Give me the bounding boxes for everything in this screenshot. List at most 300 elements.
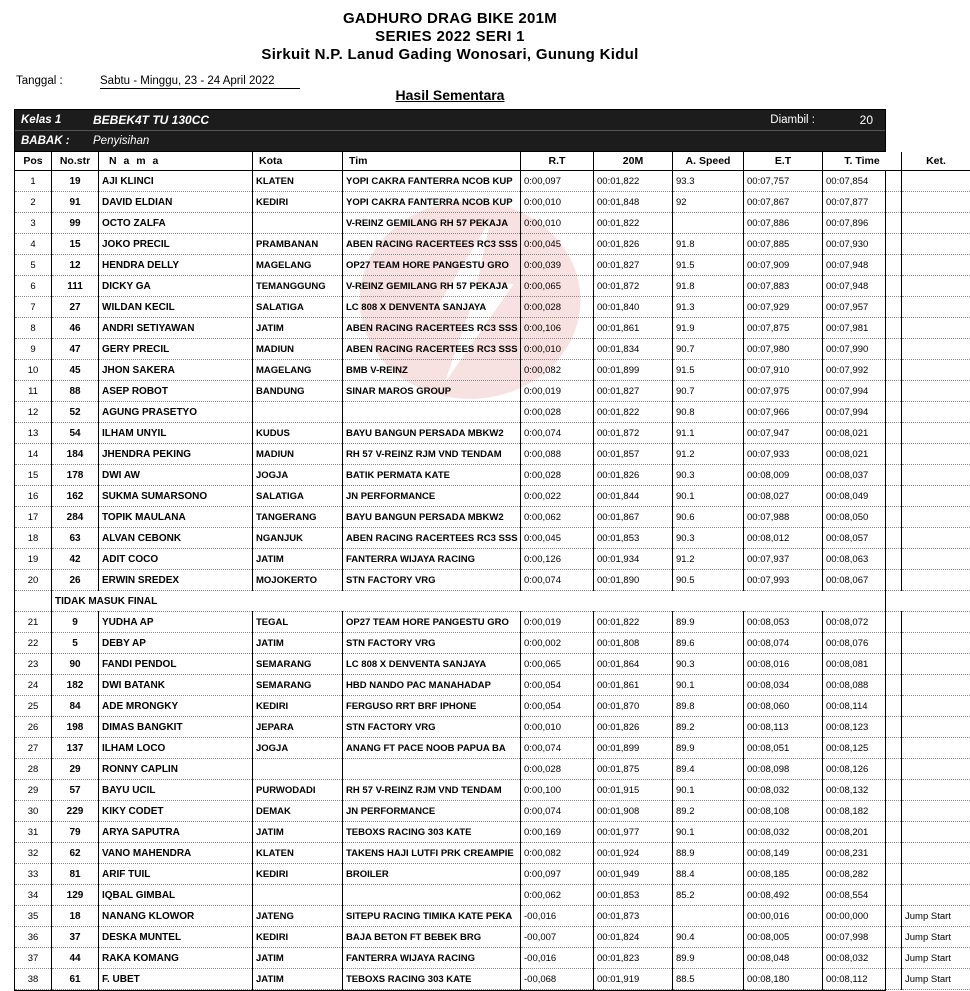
row-ket: Jump Start <box>902 948 970 969</box>
table-row[interactable] <box>15 549 970 570</box>
table-row[interactable] <box>15 612 970 633</box>
row-number: 79 <box>52 822 99 843</box>
row-ttime: 00:07,896 <box>823 213 902 234</box>
row-name: ADE MRONGKY <box>99 696 253 717</box>
row-rt: 0:00,022 <box>521 486 594 507</box>
row-aspeed: 85.2 <box>673 885 744 906</box>
table-row[interactable] <box>15 192 970 213</box>
row-name: AJI KLINCI <box>99 171 253 192</box>
row-name: DEBY AP <box>99 633 253 654</box>
row-ttime: 00:08,201 <box>823 822 902 843</box>
row-ket <box>902 843 970 864</box>
class-banner-row <box>15 110 885 130</box>
row-ttime: 00:08,067 <box>823 570 902 591</box>
row-et: 00:07,988 <box>744 507 823 528</box>
row-ttime: 00:07,981 <box>823 318 902 339</box>
row-aspeed: 89.9 <box>673 612 744 633</box>
row-pos: 11 <box>15 381 52 402</box>
table-row[interactable] <box>15 486 970 507</box>
row-pos: 24 <box>15 675 52 696</box>
row-pos: 8 <box>15 318 52 339</box>
table-row[interactable] <box>15 927 970 948</box>
row-ket <box>902 780 970 801</box>
row-number: 47 <box>52 339 99 360</box>
row-rt: 0:00,082 <box>521 360 594 381</box>
row-rt: 0:00,045 <box>521 528 594 549</box>
table-row[interactable] <box>15 465 970 486</box>
row-team: HBD NANDO PAC MANAHADAP <box>343 675 521 696</box>
table-row[interactable] <box>15 885 970 906</box>
row-team: STN FACTORY VRG <box>343 570 521 591</box>
table-row[interactable] <box>15 507 970 528</box>
row-team: BROILER <box>343 864 521 885</box>
results-table-wrapper <box>14 152 886 991</box>
row-et: 00:08,185 <box>744 864 823 885</box>
row-team: SINAR MAROS GROUP <box>343 381 521 402</box>
row-et: 00:07,975 <box>744 381 823 402</box>
row-city: JOGJA <box>253 738 343 759</box>
row-aspeed: 91.1 <box>673 423 744 444</box>
row-aspeed: 90.6 <box>673 507 744 528</box>
row-name: VANO MAHENDRA <box>99 843 253 864</box>
row-ttime: 00:07,930 <box>823 234 902 255</box>
row-city: MAGELANG <box>253 360 343 381</box>
row-city: KLATEN <box>253 843 343 864</box>
row-number: 81 <box>52 864 99 885</box>
row-team: LC 808 X DENVENTA SANJAYA <box>343 297 521 318</box>
row-ket <box>902 864 970 885</box>
row-team: STN FACTORY VRG <box>343 717 521 738</box>
col-et: E.T <box>744 152 823 171</box>
row-et: 00:08,048 <box>744 948 823 969</box>
row-et: 00:07,947 <box>744 423 823 444</box>
table-row[interactable] <box>15 255 970 276</box>
row-rt: 0:00,074 <box>521 570 594 591</box>
row-pos: 19 <box>15 549 52 570</box>
row-aspeed: 90.5 <box>673 570 744 591</box>
row-number: 84 <box>52 696 99 717</box>
row-name: WILDAN KECIL <box>99 297 253 318</box>
row-20m: 00:01,873 <box>594 906 673 927</box>
table-row[interactable] <box>15 948 970 969</box>
row-name: SUKMA SUMARSONO <box>99 486 253 507</box>
row-et: 00:07,929 <box>744 297 823 318</box>
table-row[interactable] <box>15 297 970 318</box>
table-row[interactable] <box>15 675 970 696</box>
row-aspeed: 90.7 <box>673 381 744 402</box>
row-name: OCTO ZALFA <box>99 213 253 234</box>
row-20m: 00:01,872 <box>594 423 673 444</box>
row-number: 5 <box>52 633 99 654</box>
row-et: 00:08,060 <box>744 696 823 717</box>
row-ket <box>902 801 970 822</box>
row-rt: 0:00,065 <box>521 276 594 297</box>
row-city: SALATIGA <box>253 486 343 507</box>
row-name: DWI AW <box>99 465 253 486</box>
row-aspeed: 89.8 <box>673 696 744 717</box>
row-city: SEMARANG <box>253 654 343 675</box>
row-pos: 33 <box>15 864 52 885</box>
round-banner-row <box>15 130 885 151</box>
row-aspeed: 90.8 <box>673 402 744 423</box>
row-ttime: 00:00,000 <box>823 906 902 927</box>
row-number: 37 <box>52 927 99 948</box>
table-row[interactable] <box>15 423 970 444</box>
row-number: 99 <box>52 213 99 234</box>
row-et: 00:00,016 <box>744 906 823 927</box>
row-pos: 6 <box>15 276 52 297</box>
row-name: ARYA SAPUTRA <box>99 822 253 843</box>
row-name: ANDRI SETIYAWAN <box>99 318 253 339</box>
row-name: ERWIN SREDEX <box>99 570 253 591</box>
row-team: RH 57 V-REINZ RJM VND TENDAM <box>343 780 521 801</box>
results-table-head <box>15 152 970 171</box>
row-ttime: 00:08,072 <box>823 612 902 633</box>
row-20m: 00:01,808 <box>594 633 673 654</box>
row-aspeed: 91.8 <box>673 276 744 297</box>
row-team: ABEN RACING RACERTEES RC3 SSS <box>343 339 521 360</box>
row-aspeed: 90.3 <box>673 654 744 675</box>
row-20m: 00:01,824 <box>594 927 673 948</box>
row-20m: 00:01,827 <box>594 255 673 276</box>
taken-value: 20 <box>837 113 879 127</box>
row-city: TEMANGGUNG <box>253 276 343 297</box>
table-row[interactable] <box>15 654 970 675</box>
col-no: No.str <box>52 152 99 171</box>
row-city: KEDIRI <box>253 927 343 948</box>
row-20m: 00:01,823 <box>594 948 673 969</box>
row-pos: 7 <box>15 297 52 318</box>
row-number: 111 <box>52 276 99 297</box>
row-team: FANTERRA WIJAYA RACING <box>343 948 521 969</box>
row-pos: 35 <box>15 906 52 927</box>
round-label: BABAK : <box>21 135 93 147</box>
taken-label: Diambil : <box>770 114 837 126</box>
table-header-row <box>15 152 970 171</box>
row-city: MADIUN <box>253 339 343 360</box>
row-rt: 0:00,010 <box>521 192 594 213</box>
row-number: 45 <box>52 360 99 381</box>
table-row[interactable] <box>15 570 970 591</box>
row-et: 00:07,757 <box>744 171 823 192</box>
row-team: ABEN RACING RACERTEES RC3 SSS <box>343 528 521 549</box>
table-row[interactable] <box>15 633 970 654</box>
row-pos: 31 <box>15 822 52 843</box>
row-rt: 0:00,039 <box>521 255 594 276</box>
row-team: TEBOXS RACING 303 KATE <box>343 822 521 843</box>
row-ket <box>902 885 970 906</box>
table-row[interactable] <box>15 360 970 381</box>
row-team: RH 57 V-REINZ RJM VND TENDAM <box>343 444 521 465</box>
row-rt: 0:00,028 <box>521 465 594 486</box>
row-aspeed: 90.3 <box>673 465 744 486</box>
row-number: 129 <box>52 885 99 906</box>
row-aspeed: 91.3 <box>673 297 744 318</box>
row-ttime: 00:08,123 <box>823 717 902 738</box>
row-city: JEPARA <box>253 717 343 738</box>
row-name: DIMAS BANGKIT <box>99 717 253 738</box>
row-pos: 22 <box>15 633 52 654</box>
row-et: 00:07,883 <box>744 276 823 297</box>
table-row[interactable] <box>15 339 970 360</box>
row-20m: 00:01,908 <box>594 801 673 822</box>
row-20m: 00:01,826 <box>594 234 673 255</box>
row-ttime: 00:08,231 <box>823 843 902 864</box>
row-aspeed <box>673 906 744 927</box>
row-ket <box>902 675 970 696</box>
row-ket <box>902 276 970 297</box>
row-city: JATIM <box>253 948 343 969</box>
row-aspeed: 91.5 <box>673 360 744 381</box>
row-team <box>343 885 521 906</box>
row-20m: 00:01,899 <box>594 360 673 381</box>
row-city: MADIUN <box>253 444 343 465</box>
row-number: 29 <box>52 759 99 780</box>
row-ttime: 00:08,050 <box>823 507 902 528</box>
row-ttime: 00:08,081 <box>823 654 902 675</box>
row-city <box>253 213 343 234</box>
table-row[interactable] <box>15 276 970 297</box>
table-row[interactable] <box>15 318 970 339</box>
col-ket: Ket. <box>902 152 970 171</box>
table-row[interactable] <box>15 864 970 885</box>
row-aspeed: 89.2 <box>673 801 744 822</box>
row-et: 00:07,937 <box>744 549 823 570</box>
row-city: KEDIRI <box>253 696 343 717</box>
row-aspeed: 90.1 <box>673 675 744 696</box>
table-row[interactable] <box>15 381 970 402</box>
row-team: JN PERFORMANCE <box>343 486 521 507</box>
row-name: KIKY CODET <box>99 801 253 822</box>
row-rt: -00,068 <box>521 969 594 990</box>
row-rt: 0:00,028 <box>521 759 594 780</box>
row-team: TEBOXS RACING 303 KATE <box>343 969 521 990</box>
row-ttime: 00:07,994 <box>823 381 902 402</box>
round-value: Penyisihan <box>93 135 149 147</box>
row-aspeed <box>673 213 744 234</box>
row-20m: 00:01,848 <box>594 192 673 213</box>
table-row[interactable] <box>15 843 970 864</box>
row-rt: 0:00,065 <box>521 654 594 675</box>
row-rt: 0:00,010 <box>521 717 594 738</box>
row-rt: 0:00,074 <box>521 801 594 822</box>
row-rt: 0:00,097 <box>521 171 594 192</box>
table-row[interactable] <box>15 759 970 780</box>
row-ket <box>902 654 970 675</box>
row-name: ADIT COCO <box>99 549 253 570</box>
row-city: JATIM <box>253 549 343 570</box>
row-ttime: 00:07,994 <box>823 402 902 423</box>
table-row[interactable] <box>15 906 970 927</box>
table-row[interactable] <box>15 780 970 801</box>
row-aspeed: 91.8 <box>673 234 744 255</box>
row-ttime: 00:07,948 <box>823 276 902 297</box>
row-city: TANGERANG <box>253 507 343 528</box>
row-ttime: 00:08,125 <box>823 738 902 759</box>
table-row[interactable] <box>15 528 970 549</box>
table-row[interactable] <box>15 717 970 738</box>
row-aspeed: 89.9 <box>673 738 744 759</box>
row-number: 12 <box>52 255 99 276</box>
date-value: Sabtu - Minggu, 23 - 24 April 2022 <box>100 75 300 89</box>
row-ket <box>902 717 970 738</box>
row-ttime: 00:08,021 <box>823 444 902 465</box>
row-pos: 23 <box>15 654 52 675</box>
table-row[interactable] <box>15 402 970 423</box>
row-ttime: 00:07,877 <box>823 192 902 213</box>
row-number: 88 <box>52 381 99 402</box>
row-name: BAYU UCIL <box>99 780 253 801</box>
row-pos: 9 <box>15 339 52 360</box>
row-ttime: 00:08,076 <box>823 633 902 654</box>
row-ttime: 00:08,114 <box>823 696 902 717</box>
row-name: DESKA MUNTEL <box>99 927 253 948</box>
row-ttime: 00:08,057 <box>823 528 902 549</box>
row-ket <box>902 444 970 465</box>
row-et: 00:08,053 <box>744 612 823 633</box>
row-rt: 0:00,062 <box>521 885 594 906</box>
row-et: 00:08,027 <box>744 486 823 507</box>
row-city <box>253 402 343 423</box>
section-divider-row <box>15 591 970 612</box>
row-city: DEMAK <box>253 801 343 822</box>
row-rt: 0:00,002 <box>521 633 594 654</box>
table-row[interactable] <box>15 822 970 843</box>
row-name: GERY PRECIL <box>99 339 253 360</box>
class-name: BEBEK4T TU 130CC <box>93 113 209 127</box>
row-20m: 00:01,853 <box>594 885 673 906</box>
row-20m: 00:01,834 <box>594 339 673 360</box>
row-ket <box>902 318 970 339</box>
row-ttime: 00:08,032 <box>823 948 902 969</box>
row-name: FANDI PENDOL <box>99 654 253 675</box>
row-ket <box>902 696 970 717</box>
row-aspeed: 88.9 <box>673 843 744 864</box>
row-20m: 00:01,890 <box>594 570 673 591</box>
row-rt: 0:00,126 <box>521 549 594 570</box>
row-rt: 0:00,088 <box>521 444 594 465</box>
row-number: 90 <box>52 654 99 675</box>
row-20m: 00:01,822 <box>594 213 673 234</box>
row-rt: -00,016 <box>521 906 594 927</box>
row-pos: 17 <box>15 507 52 528</box>
row-team <box>343 402 521 423</box>
table-row[interactable] <box>15 738 970 759</box>
row-et: 00:08,051 <box>744 738 823 759</box>
row-ket <box>902 171 970 192</box>
row-20m: 00:01,867 <box>594 507 673 528</box>
row-20m: 00:01,857 <box>594 444 673 465</box>
row-number: 91 <box>52 192 99 213</box>
row-team: ANANG FT PACE NOOB PAPUA BA <box>343 738 521 759</box>
row-name: JHON SAKERA <box>99 360 253 381</box>
row-et: 00:08,098 <box>744 759 823 780</box>
row-aspeed: 93.3 <box>673 171 744 192</box>
row-ket <box>902 213 970 234</box>
row-pos: 30 <box>15 801 52 822</box>
row-rt: 0:00,062 <box>521 507 594 528</box>
row-city: PURWODADI <box>253 780 343 801</box>
table-row[interactable] <box>15 696 970 717</box>
row-aspeed: 88.4 <box>673 864 744 885</box>
col-aspeed: A. Speed <box>673 152 744 171</box>
row-aspeed: 90.1 <box>673 486 744 507</box>
table-row[interactable] <box>15 171 970 192</box>
table-row[interactable] <box>15 801 970 822</box>
row-pos: 16 <box>15 486 52 507</box>
row-rt: 0:00,010 <box>521 339 594 360</box>
row-20m: 00:01,872 <box>594 276 673 297</box>
row-city: PRAMBANAN <box>253 234 343 255</box>
row-name: HENDRA DELLY <box>99 255 253 276</box>
row-ket <box>902 738 970 759</box>
row-number: 182 <box>52 675 99 696</box>
row-20m: 00:01,977 <box>594 822 673 843</box>
row-pos: 15 <box>15 465 52 486</box>
row-number: 15 <box>52 234 99 255</box>
table-row[interactable] <box>15 213 970 234</box>
row-pos: 18 <box>15 528 52 549</box>
row-team: FERGUSO RRT BRF IPHONE <box>343 696 521 717</box>
row-team: BAYU BANGUN PERSADA MBKW2 <box>343 507 521 528</box>
row-number: 42 <box>52 549 99 570</box>
row-ket <box>902 570 970 591</box>
row-team: SITEPU RACING TIMIKA KATE PEKA <box>343 906 521 927</box>
row-20m: 00:01,822 <box>594 171 673 192</box>
row-name: F. UBET <box>99 969 253 990</box>
row-number: 63 <box>52 528 99 549</box>
table-row[interactable] <box>15 234 970 255</box>
row-20m: 00:01,934 <box>594 549 673 570</box>
row-pos: 21 <box>15 612 52 633</box>
row-number: 178 <box>52 465 99 486</box>
row-ket <box>902 633 970 654</box>
row-ket: Jump Start <box>902 927 970 948</box>
row-20m: 00:01,861 <box>594 675 673 696</box>
row-20m: 00:01,844 <box>594 486 673 507</box>
row-20m: 00:01,822 <box>594 612 673 633</box>
row-ket <box>902 465 970 486</box>
row-city: JATIM <box>253 318 343 339</box>
row-name: JOKO PRECIL <box>99 234 253 255</box>
row-et: 00:08,108 <box>744 801 823 822</box>
section-pos-cell <box>15 591 52 612</box>
row-city: KEDIRI <box>253 864 343 885</box>
row-ttime: 00:07,990 <box>823 339 902 360</box>
row-20m: 00:01,861 <box>594 318 673 339</box>
row-20m: 00:01,915 <box>594 780 673 801</box>
row-name: RAKA KOMANG <box>99 948 253 969</box>
row-et: 00:07,875 <box>744 318 823 339</box>
table-row[interactable] <box>15 969 970 990</box>
row-ttime: 00:07,957 <box>823 297 902 318</box>
date-label: Tanggal : <box>16 75 63 87</box>
row-ttime: 00:08,126 <box>823 759 902 780</box>
row-city: MOJOKERTO <box>253 570 343 591</box>
row-pos: 3 <box>15 213 52 234</box>
row-20m: 00:01,870 <box>594 696 673 717</box>
row-city: JATIM <box>253 633 343 654</box>
row-aspeed: 90.7 <box>673 339 744 360</box>
row-ket: Jump Start <box>902 906 970 927</box>
row-et: 00:08,149 <box>744 843 823 864</box>
row-ttime: 00:07,998 <box>823 927 902 948</box>
row-ket <box>902 339 970 360</box>
table-row[interactable] <box>15 444 970 465</box>
row-name: IQBAL GIMBAL <box>99 885 253 906</box>
row-ttime: 00:08,182 <box>823 801 902 822</box>
row-team: ABEN RACING RACERTEES RC3 SSS <box>343 318 521 339</box>
